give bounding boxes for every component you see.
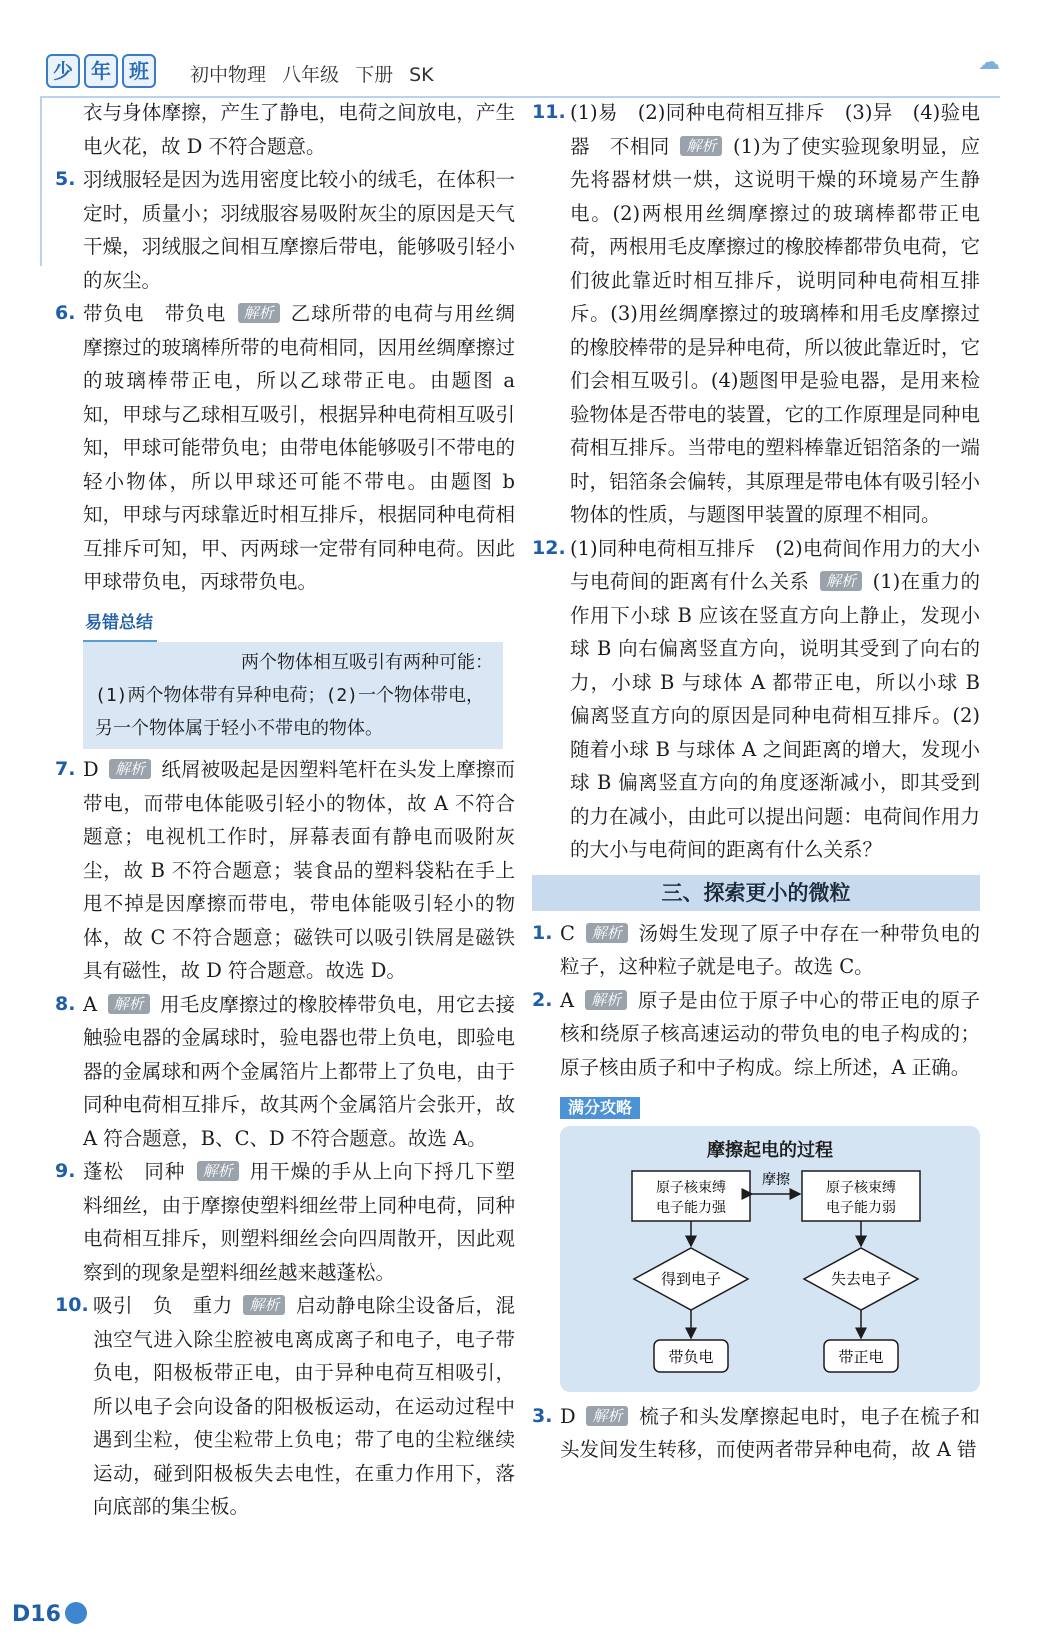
- item-text: 用干燥的手从上向下捋几下塑料细丝，由于摩擦使塑料细丝带上同种电荷，同种电荷相互排斥，则塑料细丝会向四周散开，因此观察到的现象是塑料细丝越来越蓬松。: [83, 1160, 515, 1284]
- page-number: [12, 1602, 87, 1627]
- item-answer: A: [560, 988, 575, 1012]
- flowchart-title: 摩擦起电的过程: [707, 1139, 833, 1161]
- answer-item-8: [55, 988, 515, 1156]
- box-left-line: 电子能力强: [656, 1199, 726, 1216]
- item-number: 9.: [55, 1160, 76, 1182]
- item-number: 6.: [55, 302, 76, 324]
- analysis-tag: 解析: [680, 136, 722, 156]
- answer-item-s2: [532, 984, 980, 1085]
- brand-logo: [46, 54, 156, 88]
- flowchart: [560, 1126, 980, 1392]
- analysis-tag: 解析: [197, 1161, 239, 1181]
- item-answer: 吸引 负 重力: [93, 1294, 233, 1317]
- box-left-line: 原子核束缚: [656, 1179, 726, 1196]
- item-answer: 带负电 带负电: [83, 302, 227, 325]
- box-right-line: 原子核束缚: [826, 1179, 896, 1196]
- item-text: 汤姆生发现了原子中存在一种带负电的粒子，这种粒子就是电子。故选 C。: [560, 921, 980, 978]
- answer-item-9: [55, 1155, 515, 1289]
- item-text: 梳子和头发摩擦起电时，电子在梳子和头发间发生转移，而使两者带异种电荷，故 A 错: [560, 1404, 980, 1461]
- analysis-tag: 解析: [238, 303, 280, 323]
- item-number: 5.: [55, 168, 76, 190]
- summary-title: 易错总结: [83, 607, 157, 643]
- mistake-summary: [83, 605, 503, 750]
- decorative-cloud-icon: ☁: [978, 50, 1000, 75]
- item-text: (1)为了使实验现象明显，应先将器材烘一烘，这说明干燥的环境易产生静电。(2)两根用丝绸摩擦过的玻璃棒都带正电荷，两根用毛皮摩擦过的橡胶棒都带负电荷，它们彼此靠近时相互排斥，说明同种电荷相互排斥。(3)用丝绸摩擦过的玻璃棒和用毛皮摩擦过的橡胶棒带的是异种电荷，所以彼此靠近时，它们会相互吸引。(4)题图甲是验电器，是用来检验物体是否带电的装置，它的工作原理是同种电荷相互排斥。当带电的塑料棒靠近铝箔条的一端时，铝箔条会偏转，其原理是带电体有吸引轻小物体的性质，与题图甲装置的原理不相同。: [570, 134, 980, 526]
- answer-item-7: [55, 753, 515, 988]
- item-answer: (1)易 (2)同种电荷相互排斥 (3)异 (4)验电器 不相同: [570, 101, 980, 158]
- analysis-tag: 解析: [586, 1406, 628, 1426]
- answer-item-5: [55, 163, 515, 297]
- item-answer: A: [83, 992, 98, 1016]
- analysis-tag: 解析: [243, 1295, 285, 1315]
- page-number-text: D16: [12, 1602, 61, 1627]
- logo-char: 年: [84, 54, 118, 88]
- item-number: 8.: [55, 992, 76, 1015]
- strategy-panel: [560, 1090, 980, 1392]
- header-title: 初中物理 八年级 下册 SK: [190, 64, 434, 86]
- result-positive-label: 带正电: [838, 1347, 884, 1366]
- item-text: 用毛皮摩擦过的橡胶棒带负电，用它去接触验电器的金属球时，验电器也带上负电，即验电器的金属球和两个金属箔片上都带上了负电，由于同种电荷相互排斥，故其两个金属箔片会张开，故 A 符合题意，B、C、D 不符合题意。故选 A。: [83, 992, 515, 1150]
- item-answer: D: [560, 1404, 576, 1428]
- item-number: 11.: [532, 101, 566, 123]
- item-number: 7.: [55, 758, 76, 780]
- analysis-tag: 解析: [108, 994, 150, 1014]
- answer-item-10: [55, 1289, 515, 1524]
- strategy-label: 满分攻略: [560, 1097, 640, 1119]
- left-column: [55, 96, 515, 1524]
- item-answer: D: [83, 758, 99, 781]
- page-dot-icon: [65, 1602, 87, 1624]
- answer-item-s1: [532, 917, 980, 984]
- item-text: 羽绒服轻是因为选用密度比较小的绒毛，在体积一定时，质量小；羽绒服容易吸附灰尘的原因是天气干燥，羽绒服之间相互摩擦后带电，能够吸引轻小的灰尘。: [83, 168, 515, 292]
- item-number: 2.: [532, 988, 553, 1011]
- analysis-tag: 解析: [820, 571, 862, 591]
- item-answer: (1)同种电荷相互排斥 (2)电荷间作用力的大小与电荷间的距离有什么关系: [570, 536, 980, 593]
- rub-label: 摩擦: [762, 1171, 790, 1188]
- item-text: (1)在重力的作用下小球 B 应该在竖直方向上静止，发现小球 B 向右偏离竖直方向，说明其受到了向右的力，小球 B 与球体 A 都带正电，所以小球 B 偏离竖直方向的原因是同种电荷相互排斥。(2)随着小球 B 与球体 A 之间距离的增大，发现小球 B 偏离竖直方向的角度逐渐减小，即其受到的力在减小，由此可以提出问题：电荷间作用力的大小与电荷间的距离有什么关系？: [570, 570, 980, 861]
- page-header: [40, 38, 1000, 96]
- answer-item-11: [532, 96, 980, 532]
- logo-char: 少: [46, 54, 80, 88]
- flowchart-svg: [560, 1126, 980, 1392]
- item-text: 乙球所带的电荷与用丝绸摩擦过的玻璃棒所带的电荷相同，因用丝绸摩擦过的玻璃棒带正电，所以乙球带正电。由题图 a 知，甲球与乙球相互吸引，根据异种电荷相互吸引知，甲球可能带负电；由带电体能够吸引不带电的轻小物体，所以甲球还可能不带电。由题图 b 知，甲球与丙球靠近时相互排斥，根据同种电荷相互排斥可知，甲、丙两球一定带有同种电荷。因此甲球带负电，丙球带负电。: [83, 302, 515, 593]
- diamond-gain-label: 得到电子: [660, 1269, 722, 1288]
- analysis-tag: 解析: [586, 923, 628, 943]
- item-number: 12.: [532, 536, 566, 559]
- result-negative-label: 带负电: [668, 1347, 714, 1366]
- answer-item-s3: [532, 1400, 980, 1467]
- summary-body: [83, 642, 503, 749]
- right-column: [532, 96, 980, 1467]
- left-margin-rule: [40, 96, 42, 266]
- summary-line: (1)两个物体带有异种电荷；(2)一个物体带电，另一个物体属于轻小不带电的物体。: [95, 685, 485, 739]
- item-number: 3.: [532, 1404, 553, 1427]
- analysis-tag: 解析: [109, 759, 151, 779]
- box-right-line: 电子能力弱: [826, 1199, 896, 1216]
- item-answer: 蓬松 同种: [83, 1160, 186, 1183]
- section-heading: 三、探索更小的微粒: [532, 875, 980, 911]
- diamond-lose-label: 失去电子: [830, 1269, 892, 1288]
- answer-item-6: [55, 297, 515, 599]
- item-text: 启动静电除尘设备后，混浊空气进入除尘腔被电离成离子和电子，电子带负电，阳极板带正电，由于异种电荷互相吸引，所以电子会向设备的阳极板运动，在运动过程中遇到尘粒，使尘粒带上负电；带了电的尘粒继续运动，碰到阳极板失去电性，在重力作用下，落向底部的集尘板。: [93, 1294, 515, 1518]
- item-answer: C: [560, 921, 575, 945]
- summary-line: 两个物体相互吸引有两种可能：: [241, 652, 493, 673]
- item-text: 原子是由位于原子中心的带正电的原子核和绕原子核高速运动的带负电的电子构成的；原子核由质子和中子构成。综上所述，A 正确。: [560, 988, 980, 1079]
- item-number: 10.: [55, 1294, 89, 1316]
- item-text: 纸屑被吸起是因塑料笔杆在头发上摩擦而带电，而带电体能吸引轻小的物体，故 A 不符合题意；电视机工作时，屏幕表面有静电而吸附灰尘，故 B 不符合题意；装食品的塑料袋粘在手上甩不掉是因摩擦而带电，带电体能吸引轻小的物体，故 C 不符合题意；磁铁可以吸引铁屑是磁铁具有磁性，故 D 符合题意。故选 D。: [83, 758, 515, 982]
- answer-item-12: [532, 532, 980, 867]
- continued-paragraph: 衣与身体摩擦，产生了静电，电荷之间放电，产生电火花，故 D 不符合题意。: [83, 101, 515, 158]
- analysis-tag: 解析: [585, 990, 627, 1010]
- item-number: 1.: [532, 921, 553, 944]
- logo-char: 班: [122, 54, 156, 88]
